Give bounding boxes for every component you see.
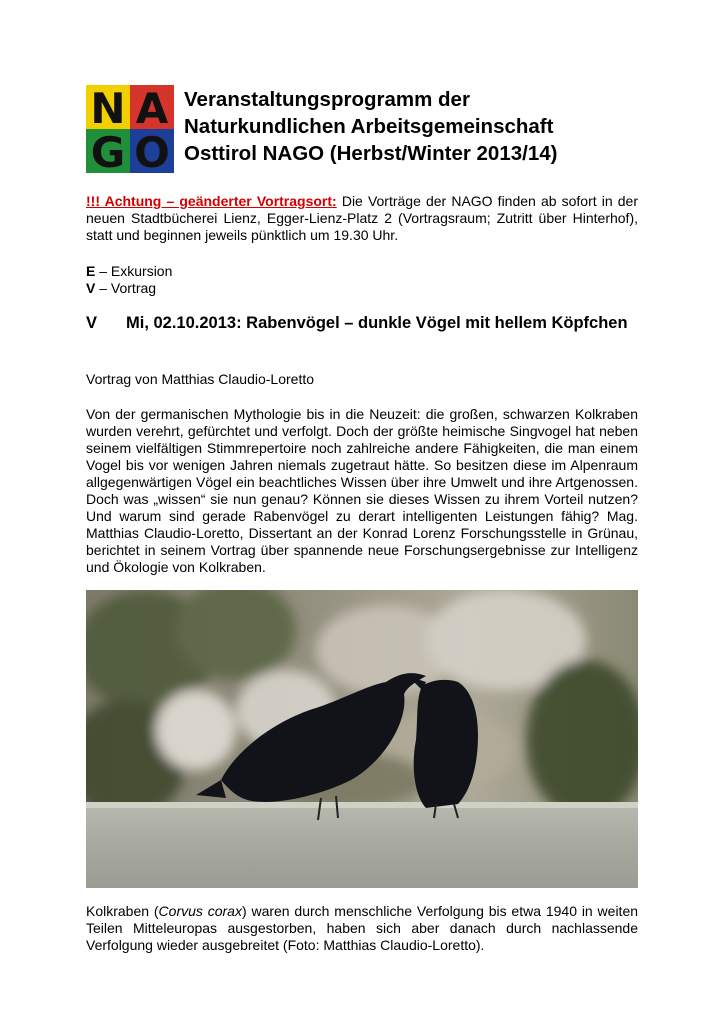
- page-title: [184, 86, 654, 167]
- caption-text: Kolkraben (: [86, 903, 159, 919]
- logo-letter-a: A: [135, 85, 169, 133]
- logo-letter-n: N: [90, 85, 126, 133]
- nago-logo: [86, 85, 174, 173]
- legend-item-excursion: [86, 263, 172, 280]
- legend-key: V: [86, 280, 96, 296]
- legend-value: – Exkursion: [99, 263, 173, 279]
- event-speaker: Vortrag von Matthias Claudio-Loretto: [86, 371, 315, 387]
- legend-value: – Vortrag: [99, 280, 157, 296]
- caption-species: Corvus corax: [158, 903, 242, 919]
- legend-key: E: [86, 263, 96, 279]
- notice-text: Die Vorträge der NAGO finden ab sofort in der neuen Stadtbücherei Lienz, Egger-Lienz-Platz 2 (Vortragsraum; Zutritt über Hinterhof), statt und beginnen jeweils pünktlich um 19.30 Uhr.: [86, 193, 639, 243]
- title-line-3: Osttirol NAGO (Herbst/Winter 2013/14): [184, 142, 558, 165]
- venue-notice: [86, 193, 638, 244]
- title-line-1: Veranstaltungsprogramm der: [184, 88, 470, 111]
- legend-item-lecture: [86, 280, 172, 297]
- caption-text: ) waren durch menschliche Verfolgung bis etwa 1940 in weiten Teilen Mitteleuropas ausgestorben, haben sich aber danach durch nachlassende Verfolgung wieder ausgebreitet (Foto: Matthias Claudio-Loretto).: [86, 903, 639, 953]
- title-line-2: Naturkundlichen Arbeitsgemeinschaft: [184, 115, 554, 138]
- photo-caption: [86, 903, 638, 954]
- event-title: Mi, 02.10.2013: Rabenvögel – dunkle Vögel mit hellem Köpfchen: [126, 314, 628, 332]
- legend: [86, 263, 172, 297]
- event-heading: [86, 313, 638, 334]
- logo-letter-o: O: [134, 128, 170, 173]
- event-type: V: [86, 314, 98, 332]
- logo-letter-g: G: [90, 128, 126, 173]
- ravens-photo: [86, 590, 638, 888]
- event-description: Von der germanischen Mythologie bis in die Neuzeit: die großen, schwarzen Kolkraben wurden verehrt, gefürchtet und verfolgt. Doch der größte heimische Singvogel hat neben seinem vielfältigen Stimmrepertoire noch zahlreiche andere Fähigkeiten, die man einem Vogel bis vor wenigen Jahren niemals zugetraut hätte. So besitzen diese im Alpenraum allgegenwärtigen Vögel ein beachtliches Wissen über ihre Umwelt und ihre Artgenossen. Doch was „wissen“ sie nun genau? Können sie dieses Wissen zu ihrem Vorteil nutzen? Und warum sind gerade Rabenvögel zu derart intelligenten Leistungen fähig? Mag. Matthias Claudio-Loretto, Dissertant an der Konrad Lorenz Forschungsstelle in Grünau, berichtet in seinem Vortrag über spannende neue Forschungsergebnisse zur Intelligenz und Ökologie von Kolkraben.: [86, 406, 638, 575]
- notice-label: !!! Achtung – geänderter Vortragsort:: [86, 193, 337, 209]
